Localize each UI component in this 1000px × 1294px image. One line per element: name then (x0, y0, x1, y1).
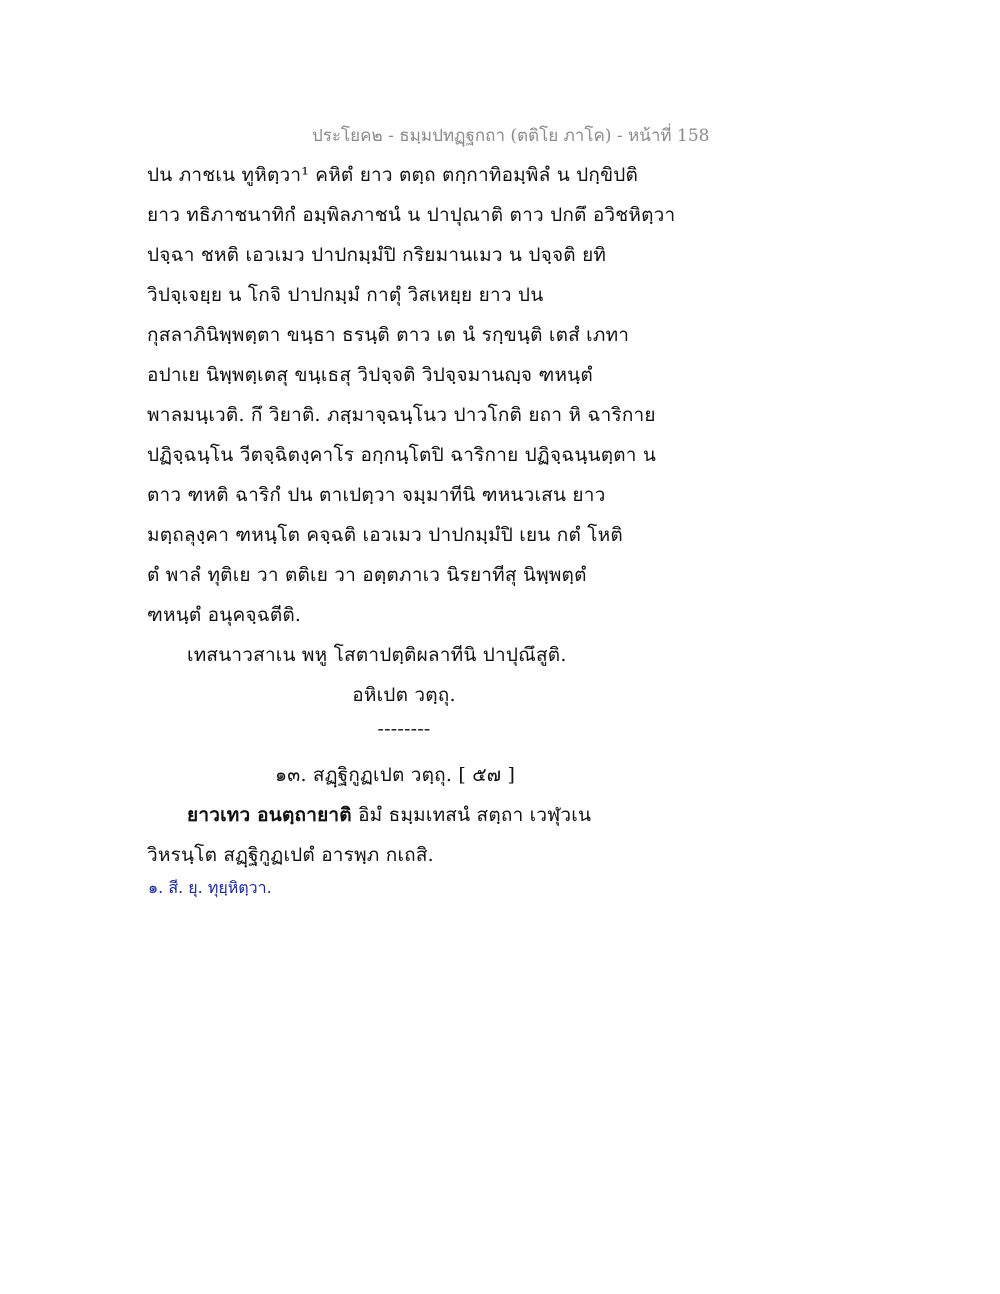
text-line: ปจฺฉา ชหติ เอวเมว ปาปกมฺมํปิ กริยมานเมว น ปจฺจติ ยทิ (147, 244, 607, 266)
text-line: มตฺถลุงฺคา ฑหนฺโต คจฺฉติ เอวเมว ปาปกมฺมํปิ เยน กตํ โหติ (147, 524, 623, 546)
text-line: วิปจฺเจยฺย น โกจิ ปาปกมฺมํ กาตุํ วิสเหยฺย ยาว ปน (147, 284, 544, 306)
text-line: ตํ พาลํ ทุติเย วา ตติเย วา อตฺตภาเว นิรยาทีสุ นิพฺพตฺตํ (147, 564, 587, 586)
next-story-second-line: วิหรนฺโต สฏฺฐิกูฏเปตํ อารพฺภ กเถสิ. (147, 844, 434, 866)
text-line: ตาว ฑหติ ฉาริกํ ปน ตาเปตฺวา จมฺมาทีนิ ฑหนวเสน ยาว (147, 484, 606, 506)
story-end-title: อหิเปต วตฺถุ. (352, 684, 456, 706)
bold-lead-phrase: ยาวเทว อนตฺถายาติ (187, 804, 352, 826)
next-story-title: ๑๓. สฏฺฐิกูฏเปต วตฺถุ. [ ๕๗ ] (275, 764, 516, 786)
text-line: พาลมนฺเวติ. กึ วิยาติ. ภสฺมาจฺฉนฺโนว ปาวโกติ ยถา หิ ฉาริกาย (147, 404, 656, 426)
text-line: กุสลาภินิพฺพตฺตา ขนฺธา ธรนฺติ ตาว เต นํ รกฺขนฺติ เตสํ เภทา (147, 324, 630, 346)
section-separator: -------- (377, 718, 431, 740)
first-line-rest: อิมํ ธมฺมเทสนํ สตฺถา เวฬุวเน (351, 804, 592, 826)
text-line: อปาเย นิพฺพตฺเตสุ ขนฺเธสุ วิปจฺจติ วิปจฺจมานญฺจ ฑหนฺตํ (147, 364, 593, 386)
text-line: ยาว ทธิภาชนาทิกํ อมฺพิลภาชนํ น ปาปุณาติ ตาว ปกตึ อวิชหิตฺวา (147, 204, 676, 226)
next-story-first-line (187, 800, 591, 830)
text-line: ปฏิจฺฉนฺโน วีตจฺฉิตงฺคาโร อกฺกนฺโตปิ ฉาริกาย ปฏิจฺฉนฺนตฺตา น (147, 444, 657, 466)
text-line: ปน ภาชเน ทูหิตฺวา¹ คหิตํ ยาว ตตฺถ ตกฺกาทิอมฺพิลํ น ปกฺขิปติ (147, 164, 639, 186)
text-line: ฑหนฺตํ อนุคจฺฉตีติ. (147, 604, 302, 626)
running-header: ประโยค๒ - ธมฺมปทฏฺฐกถา (ตติโย ภาโค) - หน้าที่ 158 (312, 126, 710, 146)
footnote: ๑. สี. ยุ. ทุยฺหิตฺวา. (148, 878, 272, 897)
closing-line: เทสนาวสาเน พหู โสตาปตฺติผลาทีนิ ปาปุณึสูติ. (187, 644, 567, 666)
